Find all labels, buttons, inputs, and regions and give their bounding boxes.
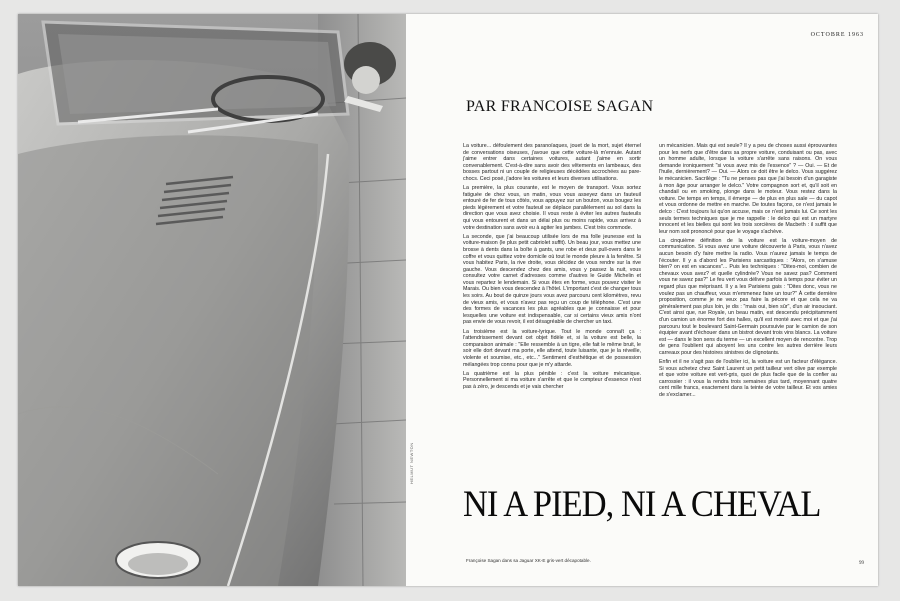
paragraph: La première, la plus courante, est le moyen de transport. Vous sortez fatiguée de chez vous, un matin, vous vous asseyez dans un fauteuil entouré de fer de tous côtés, vous appuyez sur un bouton, vous bougez les pieds légèrement et votre fauteuil se déplace parallèlement au sol dans la direction que vous avez choisie. Il vous reste à éviter les autres fauteuils qui vous entourent et dans un délai plus ou moins rapide, vous arrivez à votre destination sans avoir eu à agiter les jambes. C'est très commode. xyxy=(463,185,641,231)
car-photograph xyxy=(18,14,406,586)
paragraph: La seconde, que j'ai beaucoup utilisée lors de ma folle jeunesse est la voiture-maison (le plus petit cabriolet suffit). Un beau jour, vous mettez une brosse à dents dans la boîte à gants, une robe et deux pull-overs dans le coffre et vous quittez votre domicile où tout le monde pleure à la fenêtre. Si vous habitez Paris, la rive droite, vous décidez de vous rendre sur la rive gauche. Vous descendez chez des amis, vous y passez la nuit, vous consultez votre carnet d'adresses comme d'autres le Guide Michelin et vous repartez le lendemain. Si vous êtes en forme, vous pouvez visiter le Marais. Ou bien vous descendez à l'hôtel. L'important c'est de changer tous les soirs. Au bout de quinze jours vous avez parcouru cent kilomètres, revu de vieux amis, et vous n'avez pas reçu un coup de téléphone. C'est une des formes de vacances les plus agréables que je connaisse et pour lesquelles une voiture est indispensable, car si certains vieux amis n'ont pas envie de vous revoir, il est désagréable de chercher un taxi. xyxy=(463,233,641,326)
article-headline: NI A PIED, NI A CHEVAL xyxy=(463,484,821,525)
paragraph: La quatrième est la plus pénible : c'est la voiture mécanique. Personnellement si ma voiture s'arrête et que le compteur d'essence n'est pas à zéro, je descends et je vais chercher xyxy=(463,370,641,390)
photo-credit: HELMUT NEWTON xyxy=(409,442,414,484)
paragraph: Enfin et il ne s'agit pas de l'oublier ici, la voiture est un facteur d'élégance. Si vous achetez chez Saint Laurent un petit tailleur vert olive par exemple et que votre voiture est vert-gris, quoi de plus facile que de la confier au carrossier : il vous la rendra trois semaines plus tard, moyennant quatre cent mille francs, exactement dans la teinte de votre tailleur. Et vos amies de s'exclamer... xyxy=(659,359,837,398)
page-number: 99 xyxy=(859,561,864,566)
paragraph: La cinquième définition de la voiture est la voiture-moyen de communication. Si vous avez une voiture découverte à Paris, vous n'avez aucun besoin d'y faire mettre la radio. Vous n'aurez jamais le temps de l'écouter. Il y a d'abord les Parisiens sarcastiques : "Alors, on s'amuse bien? on est en vacances"... Puis les techniques : "Dites-moi, combien de chevaux vous avez? et quelle cylindrée? Vous ne savez pas? Comment vous ne savez pas?" Le feu vert vous délivre parfois à temps pour éviter un regard plus que méprisant. Il y a les Parisiens gais : "Dites donc, vous ne voulez pas un chauffeur, vous m'emmenez faire un tour?" À cette dernière proposition, comme je ne veux pas faire la pécore et que cela ne va généralement pas plus loin, je dis : "mais oui, bien sûr", d'un air insouciant. C'est ainsi que, rue Royale, un beau matin, est descendu précipitamment d'un camion un énorme fort des halles, qu'il est monté avec moi et que j'ai parcouru tout le boulevard Saint-Germain poursuivie par le camion de son équipier avant d'échouer dans un bistrot devant trois vins blancs. La voiture est — dans le bon sens du terme — un excellent moyen de rencontre. Trop de gens l'oublient qui aboyent les uns contre les autres derrière leurs carreaux pour des histoires sinistres de clignotants. xyxy=(659,237,837,356)
article-column-2 xyxy=(659,143,837,401)
article-column-1 xyxy=(463,143,641,393)
paragraph: La voiture... défoulement des paranoïaques, jouet de la mort, sujet éternel de conversations oiseuses, j'avoue que cette voiture-là m'ennuie. Autant j'aime entrer dans certaines voitures, autant j'aime en sortir convenablement. C'est-à-dire sans avoir des vêtements en lambeaux, des bosses partout ni un couple de religieuses décédées accrochées au pare-chocs. Ceci posé, j'adore les voitures et leurs diverses utilisations. xyxy=(463,143,641,182)
jaguar-photo-illustration xyxy=(18,14,406,586)
issue-date: OCTOBRE 1963 xyxy=(810,32,864,38)
article-byline: PAR FRANCOISE SAGAN xyxy=(466,98,654,115)
paragraph: un mécanicien. Mais qui est seule? Il y a peu de choses aussi éprouvantes pour les nerfs que d'être dans sa propre voiture, conduisant ou pas, avec un homme adulte, lorsque la voiture s'arrête sans raisons. On vous demande ironiquement "si vous avez mis de l'essence" ? — Oui. — Et de l'huile, dernièrement? — Oui. — Alors ce doit être le delco. Vous suggérez le mécanicien. Sacrilège : "Tu ne penses pas que j'ai besoin d'un garagiste à mon âge pour arranger le delco." Votre compagnon sort et, qu'il soit en chandail ou en smoking, plonge dans le moteur. Vous restez dans la voiture. De temps en temps, il émerge — de plus en plus sale — du capot et vous ordonne de mettre en marche. De toutes façons, ce n'est jamais le delco : C'est toujours lui qu'on accuse, mais ce n'est jamais lui. Ce sont les seuls termes techniques que je me rappelle : le delco qui est un martyre innocent et les bielles qui sont les trois sorcières de Macbeth : il suffit que leur nom soit prononcé pour que le voyage s'achève. xyxy=(659,143,837,235)
magazine-spread xyxy=(18,14,878,586)
article-page xyxy=(408,14,878,586)
photo-caption: Françoise Sagan dans sa Jaguar XK-E gris-vert décapotable. xyxy=(466,558,591,563)
paragraph: La troisième est la voiture-lyrique. Tout le monde connaît ça : l'attendrissement devant cet objet fidèle et, si la voiture est belle, la comparaison animale : "Elle ressemble à un tigre, elle fait le même bruit, le soir elle dort devant ma porte, elle attend, toute luisante, que je la réveille, violente et soumise, etc., etc..." Sentiment d'esthétique et de possession mélangées trop connu pour que je m'y attarde. xyxy=(463,328,641,368)
